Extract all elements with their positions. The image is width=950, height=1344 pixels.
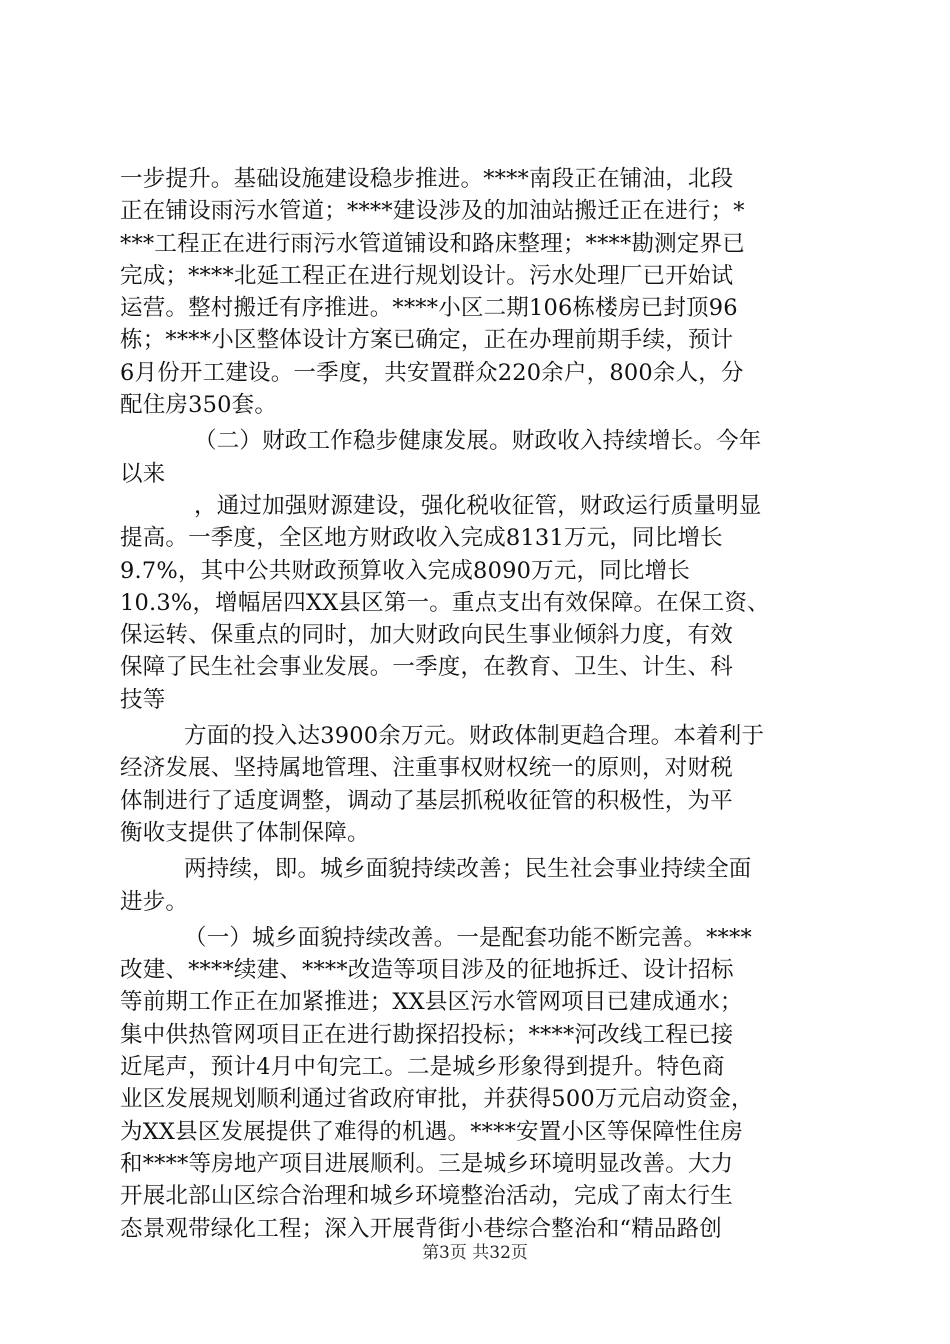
text-line: 提高。一季度，全区地方财政收入完成8131万元，同比增长 [120,525,723,552]
section-heading-line: （二）财政工作稳步健康发展。财政收入持续增长。今年 [194,428,762,455]
text-line: 运营。整村搬迁有序推进。****小区二期106栋楼房已封顶96 [120,295,738,322]
text-line: 两持续，即。城乡面貌持续改善；民生社会事业持续全面 [184,856,752,883]
text-line: 6月份开工建设。一季度，共安置群众220余户，800余人，分 [120,359,744,386]
text-line: 栋；****小区整体设计方案已确定，正在办理前期手续，预计 [120,327,734,354]
text-line: 技等 [120,686,166,713]
text-line: 经济发展、坚持属地管理、注重事权财权统一的原则，对财税 [120,755,733,782]
text-line: 业区发展规划顺利通过省政府审批，并获得500万元启动资金， [120,1086,754,1113]
text-line: ***工程正在进行雨污水管道铺设和路床整理；****勘测定界已 [120,230,745,257]
text-line: 和****等房地产项目进展顺利。三是城乡环境明显改善。大力 [120,1150,734,1177]
text-line: 正在铺设雨污水管道；****建设涉及的加油站搬迁正在进行；* [120,198,745,225]
text-line: 态景观带绿化工程；深入开展背街小巷综合整治和“精品路创 [120,1215,722,1242]
text-line: 衡收支提供了体制保障。 [120,819,370,846]
text-line: 集中供热管网项目正在进行勘探招投标；****河改线工程已接 [120,1021,734,1048]
text-line: 近尾声，预计4月中旬完工。二是城乡形象得到提升。特色商 [120,1054,725,1081]
document-body [120,163,840,1245]
text-line: 保运转、保重点的同时，加大财政向民生事业倾斜力度，有效 [120,622,733,649]
text-line: 10.3%，增幅居四XX县区第一。重点支出有效保障。在保工资、 [120,589,770,616]
text-line: 体制进行了适度调整，调动了基层抓税收征管的积极性，为平 [120,787,733,814]
text-line: 一步提升。基础设施建设稳步推进。****南段正在铺油，北段 [120,166,734,192]
text-line: 改建、****续建、****改造等项目涉及的征地拆迁、设计招标 [120,957,734,984]
page-number-footer: 第3页 共32页 [422,1243,528,1263]
text-line: 进步。 [120,888,189,915]
text-line: 9.7%，其中公共财政预算收入完成8090万元，同比增长 [120,557,691,584]
text-line: 以来 [120,460,166,487]
text-line: 为XX县区发展提供了难得的机遇。****安置小区等保障性住房 [120,1118,744,1145]
text-line: ，通过加强财源建设，强化税收征管，财政运行质量明显 [194,492,762,519]
text-line: 保障了民生社会事业发展。一季度，在教育、卫生、计生、科 [120,654,733,681]
text-line: 方面的投入达3900余万元。财政体制更趋合理。本着利于 [184,723,765,750]
section-heading-line: （一）城乡面貌持续改善。一是配套功能不断完善。**** [184,924,752,951]
text-line: 开展北部山区综合治理和城乡环境整治活动，完成了南太行生 [120,1183,733,1210]
text-line: 配住房350套。 [120,392,278,419]
text-line: 等前期工作正在加紧推进；XX县区污水管网项目已建成通水； [120,989,743,1016]
text-line: 完成；****北延工程正在进行规划设计。污水处理厂已开始试 [120,262,734,289]
